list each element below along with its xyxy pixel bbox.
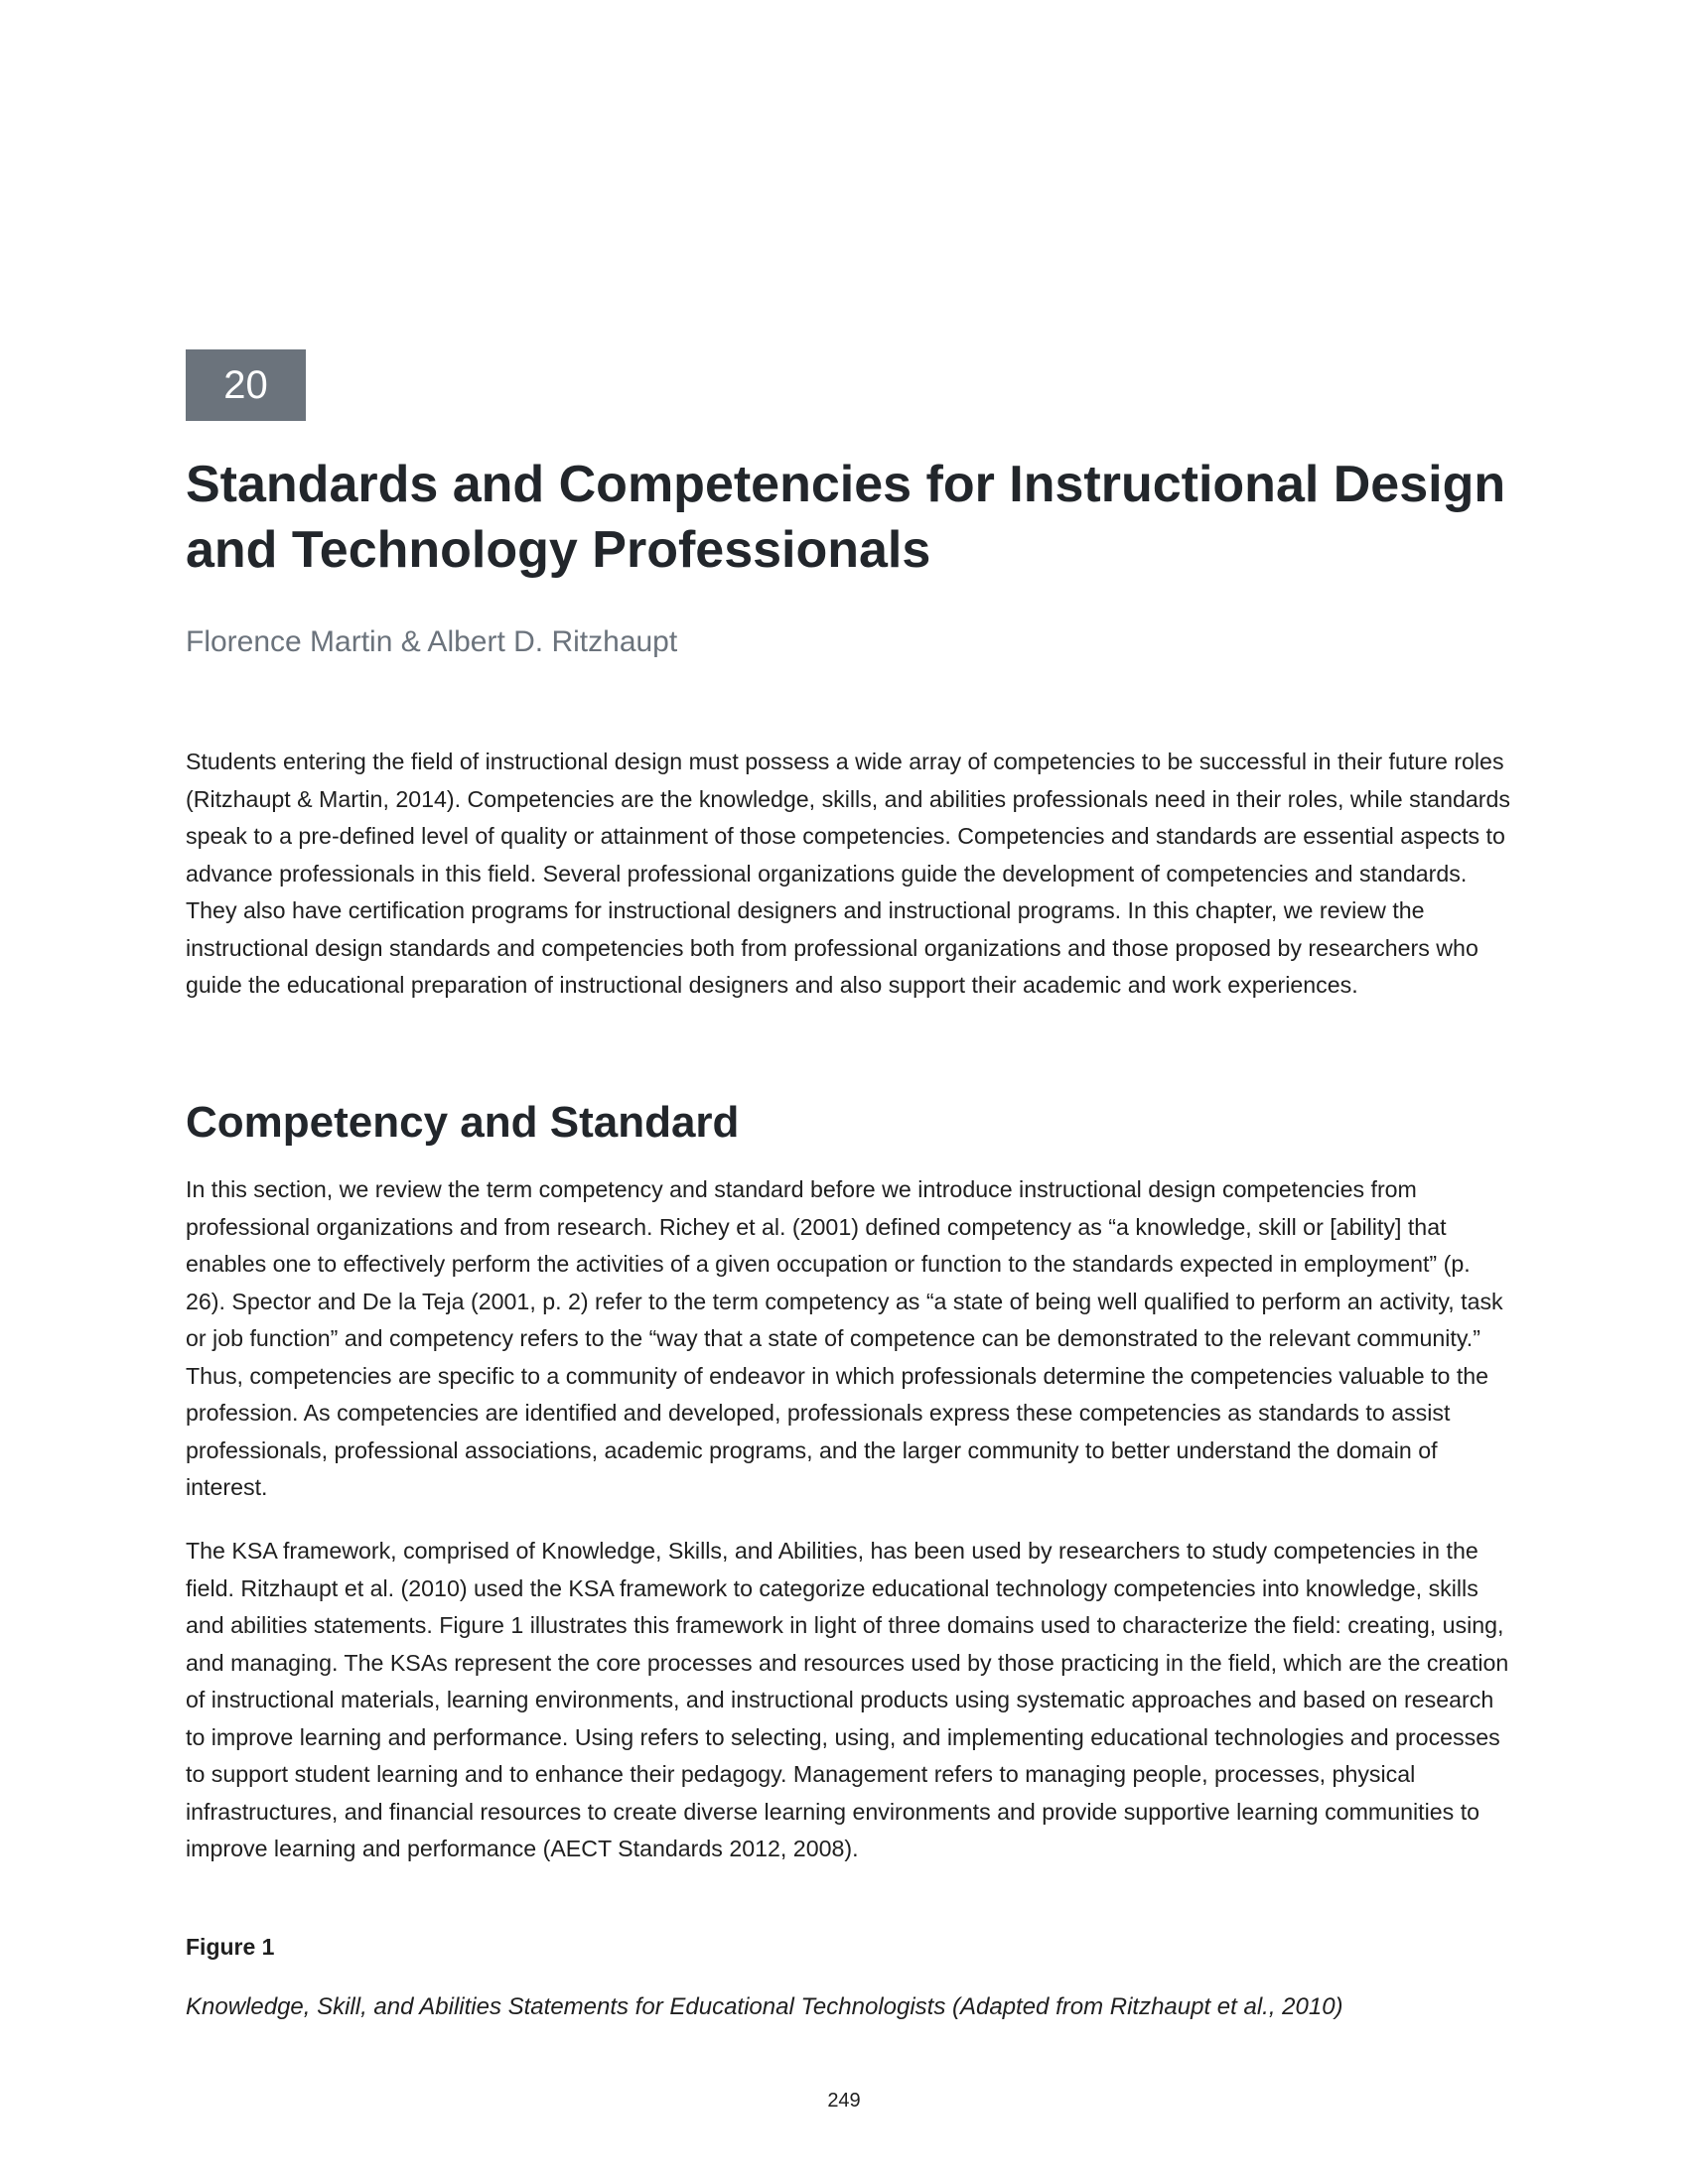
intro-paragraph: Students entering the field of instructional design must possess a wide array of competencies to be successful in their future roles (Ritzhaupt & Martin, 2014). Competencies are the knowledge, skills, and abilities professionals need in their roles, while standards speak to a pre-defined level of quality or attainment of those competencies. Competencies and standards are essential aspects to advance professionals in this field. Several professional organizations guide the development of competencies and standards. They also have certification programs for instructional designers and instructional programs. In this chapter, we review the instructional design standards and competencies both from professional organizations and those proposed by researchers who guide the educational preparation of instructional designers and also support their academic and work experiences. [186, 749, 1510, 998]
figure-caption: Knowledge, Skill, and Abilities Statements for Educational Technologists (Adapted from Ritzhaupt et al., 2010) [186, 1993, 1343, 2020]
section-paragraph-2: The KSA framework, comprised of Knowledge, Skills, and Abilities, has been used by researchers to study competencies in the field. Ritzhaupt et al. (2010) used the KSA framework to categorize educational technology competencies into knowledge, skills and abilities statements. Figure 1 illustrates this framework in light of three domains used to characterize the field: creating, using, and managing. The KSAs represent the core processes and resources used by those practicing in the field, which are the creation of instructional materials, learning environments, and instructional products using systematic approaches and based on research to improve learning and performance. Using refers to selecting, using, and implementing educational technologies and processes to support student learning and to enhance their pedagogy. Management refers to managing people, processes, physical infrastructures, and financial resources to create diverse learning environments and provide supportive learning communities to improve learning and performance (AECT Standards 2012, 2008). [186, 1538, 1509, 1861]
chapter-title: Standards and Competencies for Instructional Design and Technology Professionals [186, 456, 1506, 579]
section-heading: Competency and Standard [186, 1098, 740, 1147]
figure-label: Figure 1 [186, 1934, 275, 1960]
chapter-authors: Florence Martin & Albert D. Ritzhaupt [186, 625, 678, 658]
chapter-number-badge: 20 [186, 349, 306, 421]
page-number: 249 [827, 2090, 861, 2112]
section-paragraph-1: In this section, we review the term competency and standard before we introduce instructional design competencies from professional organizations and from research. Richey et al. (2001) defined competency as “a knowledge, skill or [ability] that enables one to effectively perform the activities of a given occupation or function to the standards expected in employment” (p. 26). Spector and De la Teja (2001, p. 2) refer to the term competency as “a state of being well qualified to perform an activity, task or job function” and competency refers to the “way that a state of competence can be demonstrated to the relevant community.” Thus, competencies are specific to a community of endeavor in which professionals determine the competencies valuable to the profession. As competencies are identified and developed, professionals express these competencies as standards to assist professionals, professional associations, academic programs, and the larger community to better understand the domain of interest. [186, 1176, 1503, 1500]
